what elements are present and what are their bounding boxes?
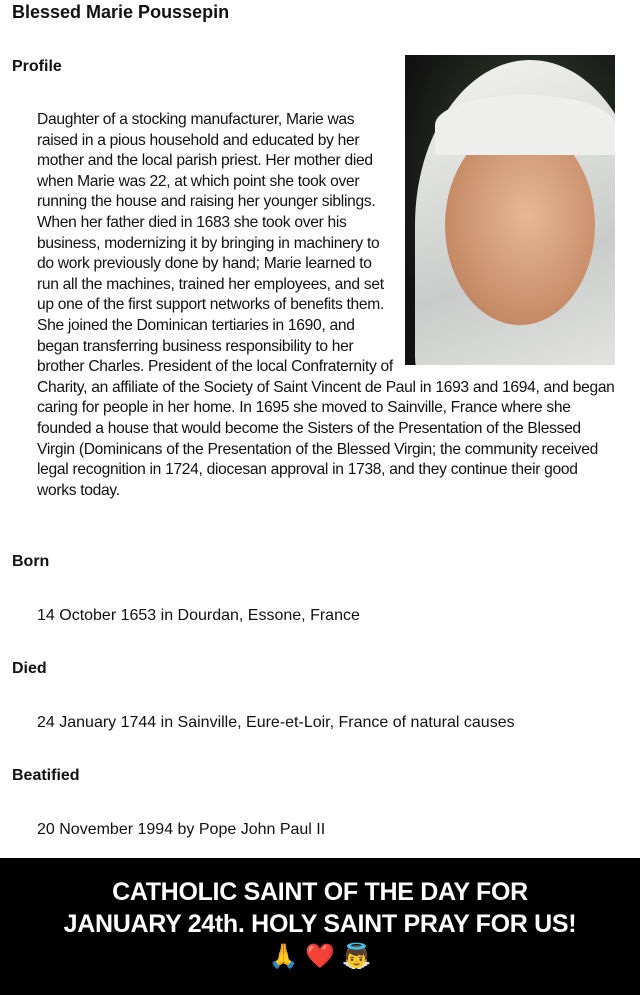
profile-section xyxy=(37,110,615,501)
emoji-icons: 🙏 ❤️ 👼 xyxy=(268,943,372,970)
died-value: 24 January 1744 in Sainville, Eure-et-Loir, France of natural causes xyxy=(37,714,515,731)
banner-line-2: JANUARY 24th. HOLY SAINT PRAY FOR US! xyxy=(63,910,577,938)
caption-banner xyxy=(0,858,640,995)
beatified-heading: Beatified xyxy=(12,767,80,784)
saint-portrait xyxy=(405,55,615,365)
born-heading: Born xyxy=(12,553,50,570)
profile-text: Daughter of a stocking manufacturer, Marie was raised in a pious household and educated by her mother and the local parish priest. Her mother died when Marie was 22, at which point she took over running the house and raising her younger siblings. When her father died in 1683 she took over his business, modernizing it by bringing in machinery to do work previously done by hand; Marie learned to run all the machines, trained her employees, and set up one of the first support networks of benefits them. She joined the Dominican tertiaries in 1690, and began transferring business responsibility to her brother Charles. President of the local Confraternity of Charity, an affiliate of the Society of Saint Vincent de Paul in 1693 and 1694, and began caring for people in her home. In 1695 she moved to Sainville, France where she founded a house that would become the Sisters of the Presentation of the Blessed Virgin (Dominicans of the Presentation of the Blessed Virgin; the community received legal recognition in 1724, diocesan approval in 1738, and they continue their good works today. xyxy=(37,111,615,499)
banner-line-1: CATHOLIC SAINT OF THE DAY FOR xyxy=(112,878,528,906)
profile-heading: Profile xyxy=(12,58,62,75)
born-value: 14 October 1653 in Dourdan, Essone, France xyxy=(37,607,360,624)
beatified-value: 20 November 1994 by Pope John Paul II xyxy=(37,821,326,838)
page-title: Blessed Marie Poussepin xyxy=(12,2,230,22)
died-heading: Died xyxy=(12,660,47,677)
